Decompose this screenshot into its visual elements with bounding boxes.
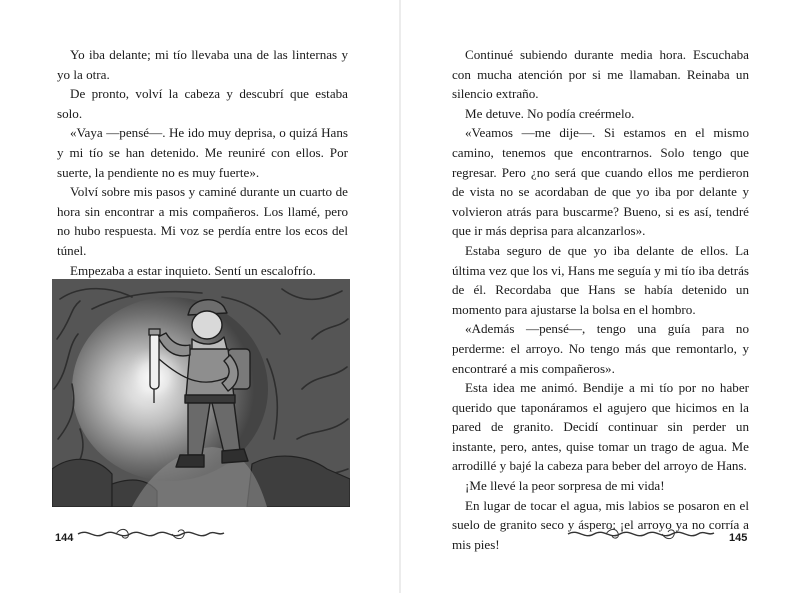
- wavy-line-ornament-icon: [76, 524, 226, 544]
- paragraph: «Además —pensé—, tengo una guía para no perderme: el arroyo. No tengo más que remontarlo, y encontraré a mis compañeros».: [452, 321, 749, 376]
- paragraph: «Vaya —pensé—. He ido muy deprisa, o quizá Hans y mi tío se han detenido. Me reuniré con ellos. Por suerte, la pendiente no es muy fuerte».: [57, 125, 348, 180]
- paragraph: Volví sobre mis pasos y caminé durante un cuarto de hora sin encontrar a mis compañeros. Los llamé, pero no hubo respuesta. Mi voz se perdía entre los ecos del túnel.: [57, 184, 348, 258]
- paragraph: ¡Me llevé la peor sorpresa de mi vida!: [465, 478, 665, 494]
- paragraph: «Veamos —me dije—. Si estamos en el mismo camino, tenemos que encontrarnos. Solo tengo que regresar. Pero ¿no será que cuando ellos me perdieron de vista no se acordaban de que yo iba por delante y volvieron atrás para buscarme? Bueno, si es así, tendré que ir más deprisa para alcanzarlos».: [452, 125, 749, 239]
- paragraph: Estaba seguro de que yo iba delante de ellos. La última vez que los vi, Hans me seguía y mi tío iba detrás de él. Recordaba que Hans se había detenido un momento para ajustarse la bolsa en el hombro.: [452, 242, 749, 317]
- paragraph: Me detuve. No podía creérmelo.: [465, 105, 635, 121]
- page-number: 144: [55, 532, 74, 544]
- paragraph: Yo iba delante; mi tío llevaba una de las linternas y yo la otra.: [57, 47, 348, 82]
- paragraph: Empezaba a estar inquieto. Sentí un escalofrío.: [70, 262, 316, 278]
- paragraph: Esta idea me animó. Bendije a mi tío por no haber querido que taponáramos el agujero que hicimos en la pared de granito. Decidí continuar sin perder un instante, pero, antes, quise tomar un trago de agua. Me arrodillé y bajé la cabeza para beber del arroyo de Hans.: [452, 380, 749, 474]
- paragraph: Continué subiendo durante media hora. Escuchaba con mucha atención por si me llamaban. Reinaba un silencio extraño.: [452, 47, 749, 102]
- wavy-line-ornament-icon: [566, 524, 716, 544]
- cave-explorer-illustration: [52, 279, 350, 507]
- right-page-text: [452, 45, 749, 554]
- right-page: [400, 0, 800, 593]
- page-number: 145: [729, 532, 748, 544]
- paragraph: De pronto, volví la cabeza y descubrí que estaba solo.: [57, 86, 348, 121]
- paragraph: En lugar de tocar el agua, mis labios se posaron en el suelo de granito seco y áspero: ¡el arroyo ya no corría a mis pies!: [452, 497, 749, 552]
